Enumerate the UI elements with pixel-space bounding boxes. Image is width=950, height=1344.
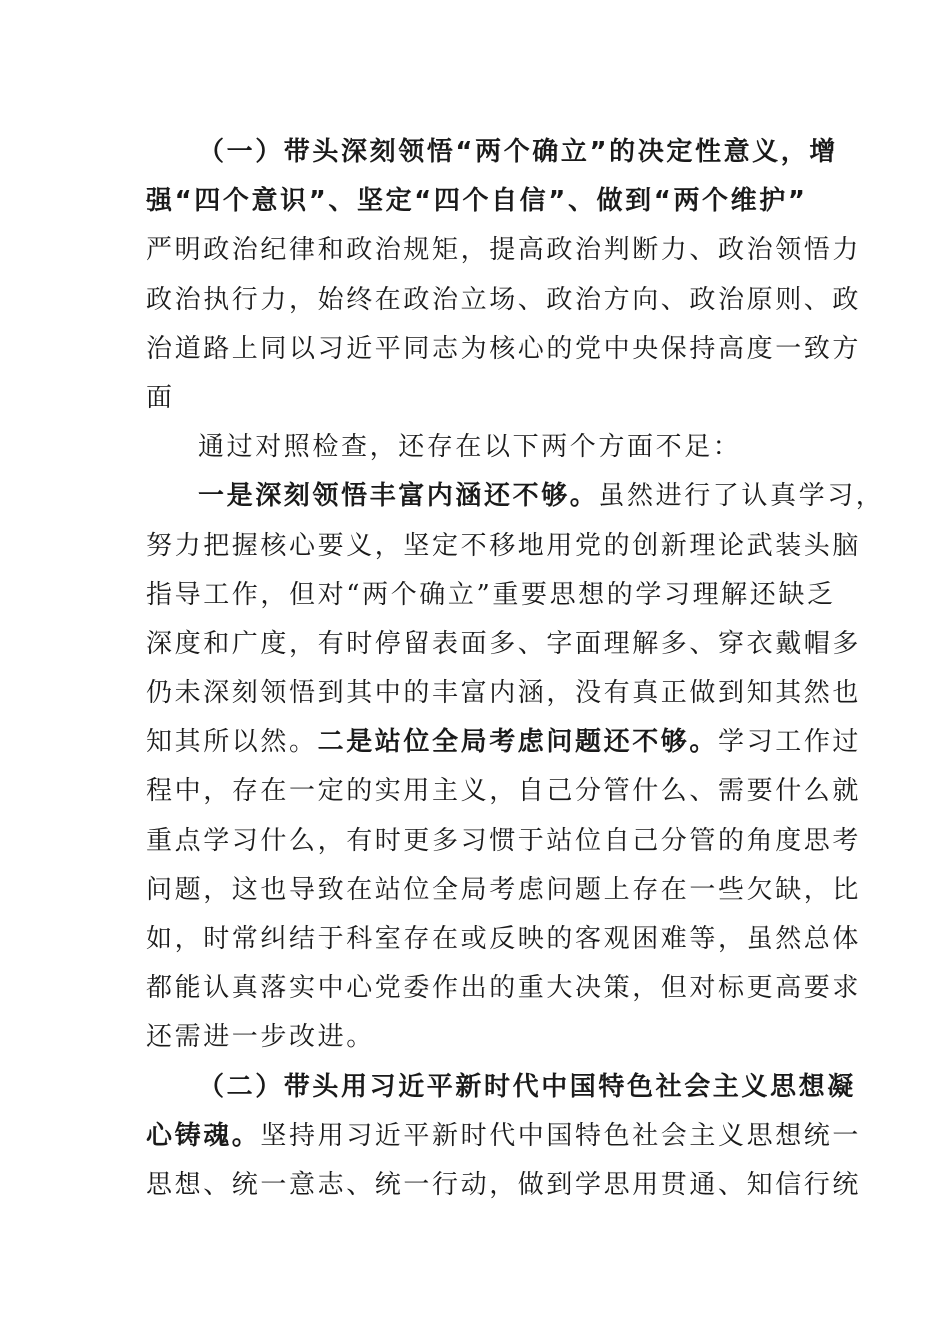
point1-line: 深度和广度，有时停留表面多、字面理解多、穿衣戴帽多 xyxy=(146,628,862,659)
section1-line: 治道路上同以习近平同志为核心的党中央保持高度一致方 xyxy=(146,333,862,364)
point1-line: 指导工作，但对“两个确立”重要思想的学习理解还缺乏 xyxy=(146,579,836,610)
point2-line: 问题，这也导致在站位全局考虑问题上存在一些欠缺，比 xyxy=(146,874,862,905)
point2-line: 程中，存在一定的实用主义，自己分管什么、需要什么就 xyxy=(146,776,862,807)
section1-heading-line1: （一）带头深刻领悟“两个确立”的决定性意义，增 xyxy=(198,137,838,167)
point2-line1-rest: 学习工作过 xyxy=(718,727,862,758)
point2-line: 还需进一步改进。 xyxy=(146,1022,375,1053)
point1-line: 努力把握核心要义，坚定不移地用党的创新理论武装头脑 xyxy=(146,530,862,561)
point2-line: 重点学习什么，有时更多习惯于站位自己分管的角度思考 xyxy=(146,825,862,856)
point2-line: 如，时常纠结于科室存在或反映的客观困难等，虽然总体 xyxy=(146,924,862,954)
point1-point2-line xyxy=(146,718,862,767)
point2-lead: 二是站位全局考虑问题还不够。 xyxy=(317,727,719,758)
section1-line: 面 xyxy=(146,382,175,413)
point1-line1-rest: 虽然进行了认真学习， xyxy=(598,481,885,512)
check-intro: 通过对照检查，还存在以下两个方面不足： xyxy=(198,432,742,463)
section1-heading-line2: 强“四个意识”、坚定“四个自信”、做到“两个维护” xyxy=(146,186,808,217)
section1-line: 严明政治纪律和政治规矩，提高政治判断力、政治领悟力 xyxy=(146,235,862,266)
point2-line: 都能认真落实中心党委作出的重大决策，但对标更高要求 xyxy=(146,973,862,1004)
section2-heading-line2: 心铸魂。 xyxy=(146,1120,261,1151)
document-body xyxy=(146,128,885,1210)
point1-lead: 一是深刻领悟丰富内涵还不够。 xyxy=(198,481,599,512)
section1-line: 政治执行力，始终在政治立场、政治方向、政治原则、政 xyxy=(146,284,862,315)
point1-line: 仍未深刻领悟到其中的丰富内涵，没有真正做到知其然也 xyxy=(146,678,862,709)
section2-heading-line1: （二）带头用习近平新时代中国特色社会主义思想凝 xyxy=(198,1071,856,1102)
section2-line2-rest: 坚持用习近平新时代中国特色社会主义思想统一 xyxy=(260,1120,862,1151)
section2-line: 思想、统一意志、统一行动，做到学思用贯通、知信行统 xyxy=(146,1169,862,1200)
point1-last-line-start: 知其所以然。 xyxy=(146,727,318,758)
section2-line2 xyxy=(146,1112,862,1161)
point1-first-line xyxy=(146,472,885,521)
